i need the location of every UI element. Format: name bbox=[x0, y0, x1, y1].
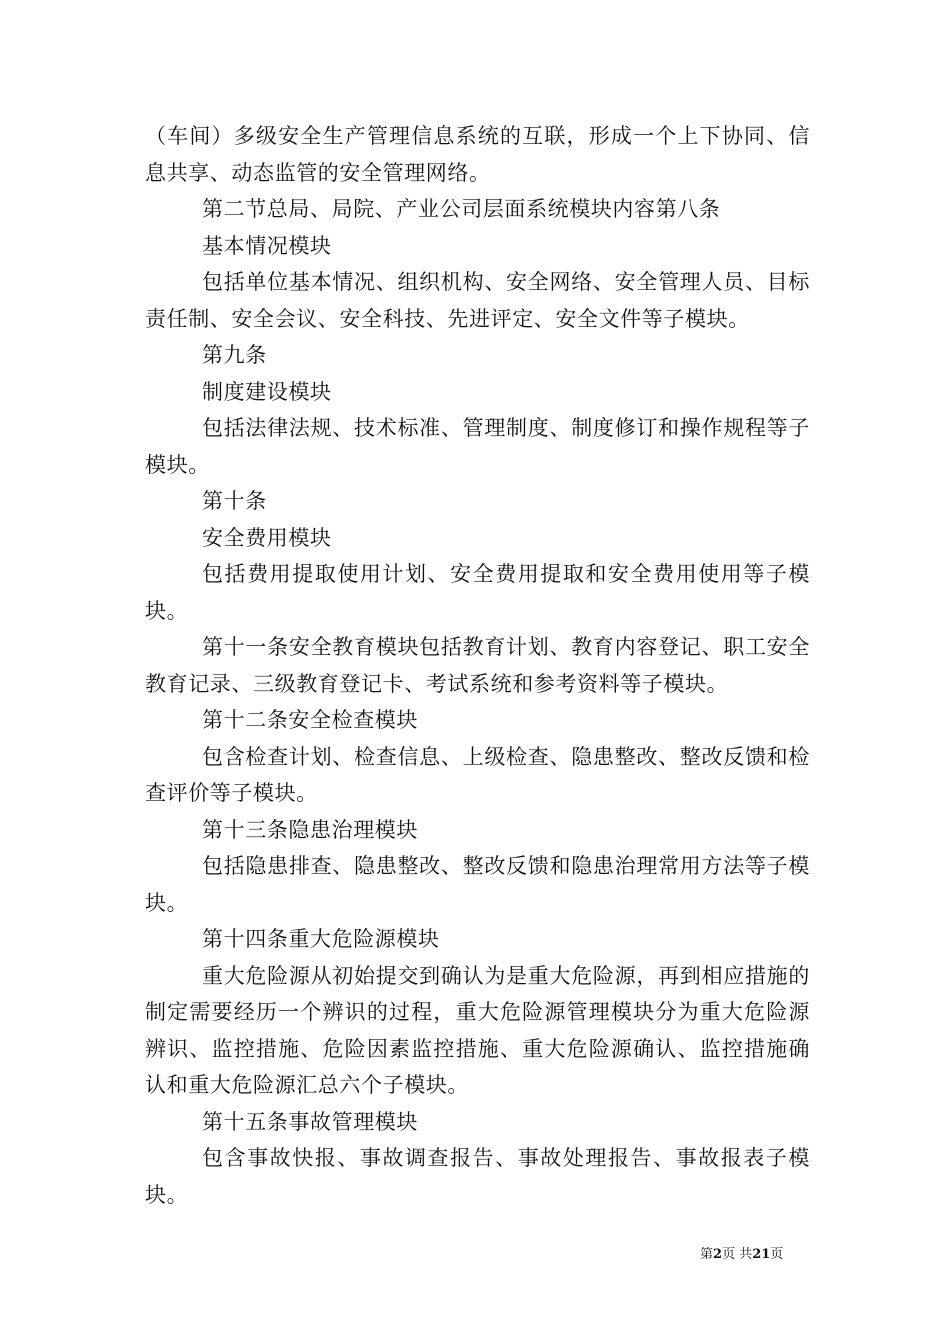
page-number-footer bbox=[700, 1246, 820, 1264]
paragraph-accident-management: 包含事故快报、事故调查报告、事故处理报告、事故报表子模块。 bbox=[145, 1146, 810, 1207]
module-title-safety-cost: 安全费用模块 bbox=[202, 525, 332, 550]
article-heading-15: 第十五条事故管理模块 bbox=[202, 1109, 418, 1134]
module-title-basic-info: 基本情况模块 bbox=[202, 233, 332, 258]
paragraph-major-hazard: 重大危险源从初始提交到确认为是重大危险源，再到相应措施的制定需要经历一个辨识的过程，重大危险源管理模块分为重大危险源辨识、监控措施、危险因素监控措施、重大危险源确认、监控措施确认和重大危险源汇总六个子模块。 bbox=[145, 963, 810, 1097]
total-page-count: 21 bbox=[752, 1247, 771, 1262]
document-body bbox=[145, 118, 810, 1213]
article-heading-13: 第十三条隐患治理模块 bbox=[202, 817, 418, 842]
article-heading-9: 第九条 bbox=[202, 343, 267, 367]
paragraph-system-building: 包括法律法规、技术标准、管理制度、制度修订和操作规程等子模块。 bbox=[145, 416, 810, 477]
module-title-system-building: 制度建设模块 bbox=[202, 379, 332, 404]
paragraph-safety-inspection: 包含检查计划、检查信息、上级检查、隐患整改、整改反馈和检查评价等子模块。 bbox=[145, 744, 810, 805]
article-heading-12: 第十二条安全检查模块 bbox=[202, 708, 418, 732]
paragraph-hazard-governance: 包括隐患排查、隐患整改、整改反馈和隐患治理常用方法等子模块。 bbox=[145, 854, 810, 915]
paragraph-safety-cost: 包括费用提取使用计划、安全费用提取和安全费用使用等子模块。 bbox=[145, 562, 810, 623]
article-heading-14: 第十四条重大危险源模块 bbox=[202, 927, 440, 951]
paragraph-basic-info: 包括单位基本情况、组织机构、安全网络、安全管理人员、目标责任制、安全会议、安全科技、先进评定、安全文件等子模块。 bbox=[145, 270, 810, 331]
current-page-number: 2 bbox=[713, 1247, 723, 1262]
footer-middle: 页 共 bbox=[722, 1247, 753, 1262]
paragraph-article-11: 第十一条安全教育模块包括教育计划、教育内容登记、职工安全教育记录、三级教育登记卡、考试系统和参考资料等子模块。 bbox=[145, 635, 810, 696]
paragraph-intro-continuation: （车间）多级安全生产管理信息系统的互联，形成一个上下协同、信息共享、动态监管的安全管理网络。 bbox=[145, 124, 810, 185]
article-heading-10: 第十条 bbox=[202, 489, 267, 513]
footer-suffix: 页 bbox=[770, 1247, 784, 1262]
section-heading-2: 第二节总局、局院、产业公司层面系统模块内容第八条 bbox=[202, 197, 721, 221]
footer-prefix: 第 bbox=[700, 1247, 714, 1262]
